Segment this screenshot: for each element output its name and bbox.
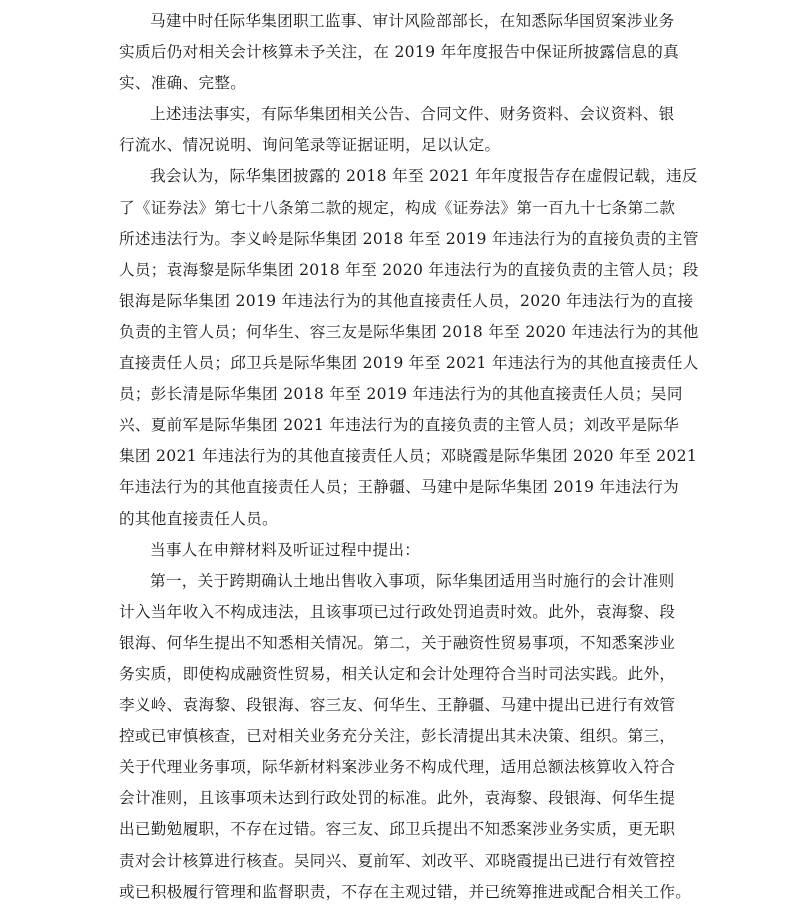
- text-line: 上述违法事实，有际华集团相关公告、合同文件、财务资料、会议资料、银: [150, 105, 675, 124]
- text-line: 会计准则，且该事项未达到行政处罚的标准。此外，袁海黎、段银海、何华生提: [119, 789, 676, 808]
- text-line: 实、准确、完整。: [119, 74, 247, 93]
- text-line: 关于代理业务事项，际华新材料案涉业务不构成代理，适用总额法核算收入符合: [119, 758, 676, 777]
- text-line: 第一，关于跨期确认土地出售收入事项，际华集团适用当时施行的会计准则: [150, 571, 675, 590]
- text-line: 马建中时任际华集团职工监事、审计风险部部长，在知悉际华国贸案涉业务: [150, 12, 675, 30]
- paragraph: [119, 566, 692, 908]
- text-line: 李义岭、袁海黎、段银海、容三友、何华生、王静疆、马建中提出已进行有效管: [119, 696, 676, 715]
- paragraph: [119, 99, 673, 161]
- text-line: 集团 2021 年违法行为的其他直接责任人员；邓晓霞是际华集团 2020 年至 2021: [119, 447, 698, 466]
- text-line: 控或已审慎核查，已对相关业务充分关注，彭长清提出其未决策、组织。第三，: [119, 727, 676, 746]
- text-line: 银海、何华生提出不知悉相关情况。第二，关于融资性贸易事项，不知悉案涉业: [119, 633, 676, 652]
- paragraph: [119, 535, 673, 566]
- text-line: 责对会计核算进行核查。吴同兴、夏前军、刘改平、邓晓霞提出已进行有效管控: [119, 851, 676, 870]
- text-line: 或已积极履行管理和监督职责，不存在主观过错，并已统筹推进或配合相关工作。: [119, 882, 692, 901]
- text-line: 计入当年收入不构成违法，且该事项已过行政处罚追责时效。此外，袁海黎、段: [119, 602, 676, 621]
- text-line: 行流水、情况说明、询问笔录等证据证明，足以认定。: [119, 136, 501, 155]
- text-line: 年违法行为的其他直接责任人员；王静疆、马建中是际华集团 2019 年违法行为: [119, 478, 679, 497]
- text-line: 务实质，即使构成融资性贸易，相关认定和会计处理符合当时司法实践。此外，: [119, 664, 676, 683]
- paragraph: [119, 6, 679, 99]
- text-line: 兴、夏前军是际华集团 2021 年违法行为的直接负责的主管人员；刘改平是际华: [119, 416, 679, 435]
- text-line: 员；彭长清是际华集团 2018 年至 2019 年违法行为的其他直接责任人员；吴同: [119, 385, 683, 404]
- document-body: [119, 6, 699, 908]
- text-line: 我会认为，际华集团披露的 2018 年至 2021 年年度报告存在虚假记载，违反: [150, 167, 698, 186]
- text-line: 负责的主管人员；何华生、容三友是际华集团 2018 年至 2020 年违法行为的其他: [119, 322, 699, 341]
- text-line: 人员；袁海黎是际华集团 2018 年至 2020 年违法行为的直接负责的主管人员；段: [119, 260, 699, 279]
- text-line: 当事人在申辩材料及听证过程中提出：: [150, 540, 421, 559]
- text-line: 出已勤勉履职，不存在过错。容三友、邱卫兵提出不知悉案涉业务实质，更无职: [119, 820, 676, 839]
- paragraph: [119, 161, 699, 534]
- text-line: 所述违法行为。李义岭是际华集团 2018 年至 2019 年违法行为的直接负责的主管: [119, 229, 699, 248]
- text-line: 实质后仍对相关会计核算未予关注，在 2019 年年度报告中保证所披露信息的真: [119, 43, 679, 62]
- text-line: 的其他直接责任人员。: [119, 509, 278, 528]
- text-line: 银海是际华集团 2019 年违法行为的其他直接责任人员，2020 年违法行为的直接: [119, 291, 694, 310]
- text-line: 直接责任人员；邱卫兵是际华集团 2019 年至 2021 年违法行为的其他直接责任人: [119, 354, 699, 373]
- text-line: 了《证券法》第七十八条第二款的规定，构成《证券法》第一百九十七条第二款: [119, 198, 676, 217]
